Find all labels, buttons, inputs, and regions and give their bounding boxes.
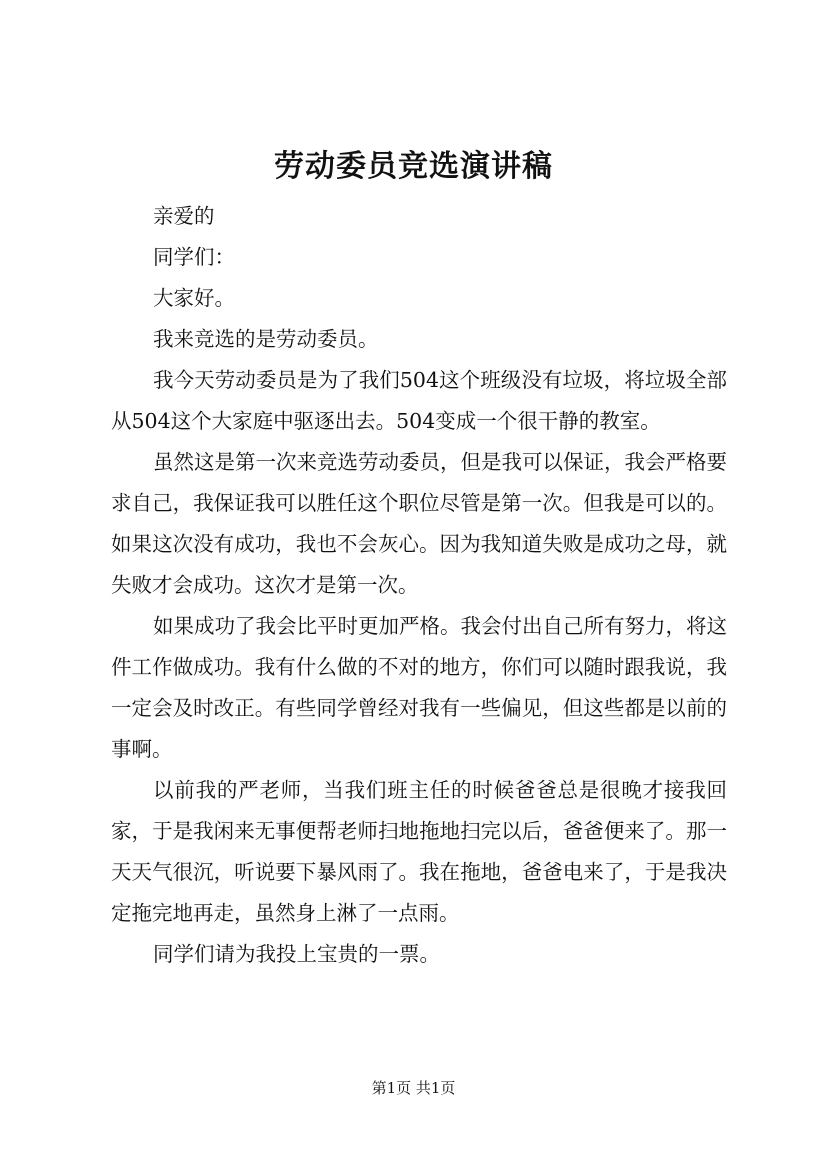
document-body	[111, 196, 727, 975]
paragraph-story: 以前我的严老师，当我们班主任的时候爸爸总是很晚才接我回家，于是我闲来无事便帮老师扫地拖地扫完以后，爸爸便来了。那一天天气很沉，听说要下暴风雨了。我在拖地，爸爸电来了，于是我决定拖完地再走，虽然身上淋了一点雨。	[111, 778, 727, 925]
paragraph-goal: 我今天劳动委员是为了我们504这个班级没有垃圾，将垃圾全部从504这个大家庭中驱逐出去。504变成一个很干静的教室。	[111, 368, 727, 433]
paragraph-greeting: 大家好。	[153, 286, 235, 310]
paragraph-salutation-2: 同学们：	[153, 245, 235, 269]
paragraph-intro: 我来竞选的是劳动委员。	[153, 327, 379, 351]
paragraph-promise: 虽然这是第一次来竞选劳动委员，但是我可以保证，我会严格要求自己，我保证我可以胜任这个职位尽管是第一次。但我是可以的。如果这次没有成功，我也不会灰心。因为我知道失败是成功之母，就失败才会成功。这次才是第一次。	[111, 450, 727, 597]
page-footer: 第1页 共1页	[371, 1079, 456, 1097]
paragraph-salutation-1: 亲爱的	[153, 204, 215, 228]
paragraph-closing: 同学们请为我投上宝贵的一票。	[153, 942, 440, 966]
document-title: 劳动委员竞选演讲稿	[274, 149, 553, 184]
paragraph-commitment: 如果成功了我会比平时更加严格。我会付出自己所有努力，将这件工作做成功。我有什么做的不对的地方，你们可以随时跟我说，我一定会及时改正。有些同学曾经对我有一些偏见，但这些都是以前的事啊。	[111, 614, 727, 761]
